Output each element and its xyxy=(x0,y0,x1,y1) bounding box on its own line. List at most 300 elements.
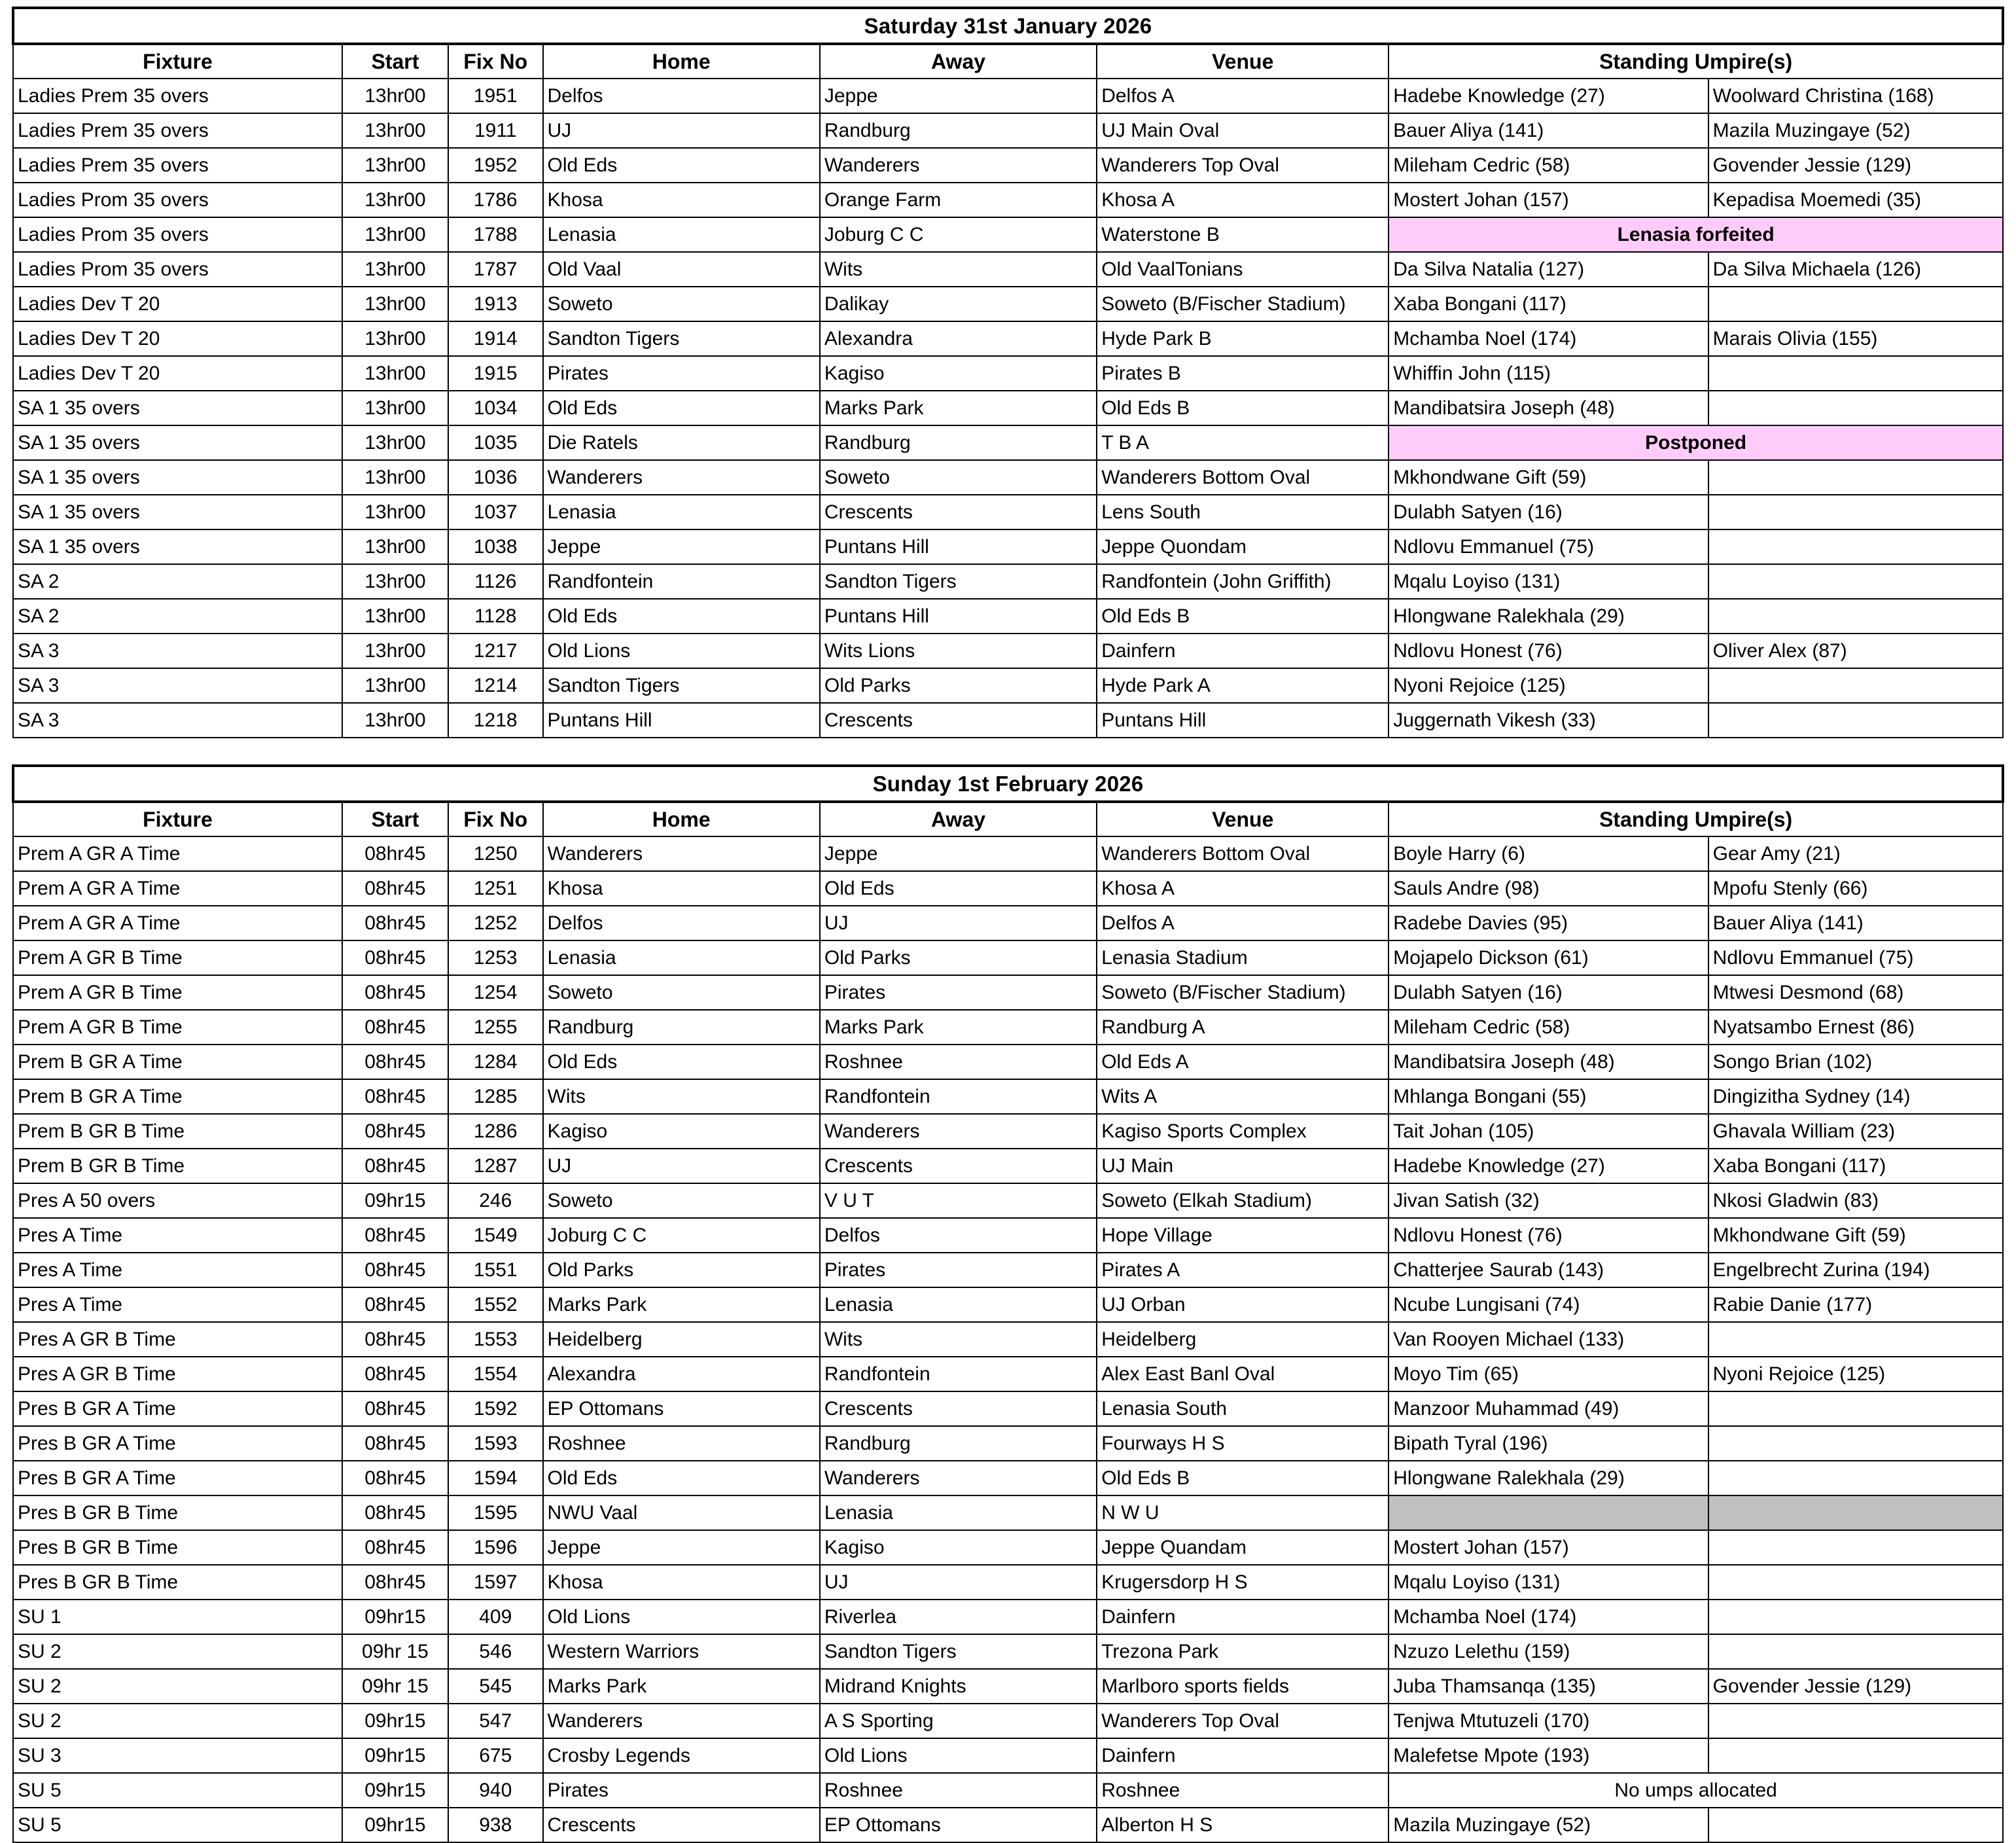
cell-umpire-2 xyxy=(1708,599,2003,634)
table-row xyxy=(13,1600,2003,1634)
cell-fixture: Pres A Time xyxy=(13,1287,342,1322)
cell-umpire-1: Dulabh Satyen (16) xyxy=(1388,495,1708,529)
cell-fixture: Ladies Dev T 20 xyxy=(13,287,342,321)
col-header-home: Home xyxy=(543,44,820,79)
saturday-rows xyxy=(13,79,2003,738)
cell-umpire-1: Mojapelo Dickson (61) xyxy=(1388,940,1708,975)
cell-umpire-1: Mostert Johan (157) xyxy=(1388,1530,1708,1565)
cell-umpire-1: Whiffin John (115) xyxy=(1388,356,1708,391)
table-row xyxy=(13,906,2003,940)
cell-venue: Pirates B xyxy=(1097,356,1388,391)
cell-umpire-1: Dulabh Satyen (16) xyxy=(1388,975,1708,1010)
cell-umpire-2: Songo Brian (102) xyxy=(1708,1045,2003,1079)
cell-home: Khosa xyxy=(543,871,820,906)
cell-venue: Krugersdorp H S xyxy=(1097,1565,1388,1600)
table-row xyxy=(13,940,2003,975)
table-row xyxy=(13,599,2003,634)
cell-umpire-1: Tenjwa Mtutuzeli (170) xyxy=(1388,1704,1708,1738)
cell-umpire-1: Mchamba Noel (174) xyxy=(1388,321,1708,356)
cell-start: 13hr00 xyxy=(342,529,448,564)
cell-venue: Old Eds B xyxy=(1097,599,1388,634)
cell-venue: Delfos A xyxy=(1097,79,1388,113)
cell-umpire-2 xyxy=(1708,356,2003,391)
cell-fix-no: 1126 xyxy=(448,564,543,599)
cell-fixture: SA 3 xyxy=(13,668,342,703)
cell-home: Wits xyxy=(543,1079,820,1114)
cell-fix-no: 1915 xyxy=(448,356,543,391)
cell-umpire-1: Ndlovu Emmanuel (75) xyxy=(1388,529,1708,564)
table-row xyxy=(13,287,2003,321)
table-row xyxy=(13,1738,2003,1773)
cell-umpire-1: Xaba Bongani (117) xyxy=(1388,287,1708,321)
cell-home: UJ xyxy=(543,1149,820,1183)
cell-start: 08hr45 xyxy=(342,1149,448,1183)
cell-umpire-2 xyxy=(1708,495,2003,529)
cell-start: 08hr45 xyxy=(342,1565,448,1600)
col-header-venue: Venue xyxy=(1097,44,1388,79)
day-title-row xyxy=(13,8,2003,44)
cell-fix-no: 1253 xyxy=(448,940,543,975)
cell-venue: Randburg A xyxy=(1097,1010,1388,1045)
cell-umpire-1: Mileham Cedric (58) xyxy=(1388,148,1708,183)
cell-fix-no: 1251 xyxy=(448,871,543,906)
cell-start: 08hr45 xyxy=(342,1114,448,1149)
table-row xyxy=(13,1253,2003,1287)
cell-umpire-2 xyxy=(1708,1600,2003,1634)
cell-away: Kagiso xyxy=(820,1530,1097,1565)
cell-venue: Khosa A xyxy=(1097,183,1388,217)
cell-umpire-1: Van Rooyen Michael (133) xyxy=(1388,1322,1708,1357)
cell-venue: UJ Orban xyxy=(1097,1287,1388,1322)
cell-start: 09hr15 xyxy=(342,1600,448,1634)
cell-away: Lenasia xyxy=(820,1287,1097,1322)
cell-fixture: Pres B GR B Time xyxy=(13,1530,342,1565)
cell-fixture: Prem A GR B Time xyxy=(13,975,342,1010)
cell-venue: Delfos A xyxy=(1097,906,1388,940)
cell-fixture: SA 1 35 overs xyxy=(13,460,342,495)
col-header-umpires: Standing Umpire(s) xyxy=(1388,44,2003,79)
cell-start: 09hr15 xyxy=(342,1183,448,1218)
cell-start: 13hr00 xyxy=(342,703,448,738)
cell-home: Sandton Tigers xyxy=(543,321,820,356)
cell-fix-no: 409 xyxy=(448,1600,543,1634)
cell-venue: Fourways H S xyxy=(1097,1426,1388,1461)
col-header-fixture: Fixture xyxy=(13,802,342,836)
cell-fix-no: 1913 xyxy=(448,287,543,321)
cell-fixture: Ladies Dev T 20 xyxy=(13,321,342,356)
status-badge: Postponed xyxy=(1388,425,2003,460)
cell-umpire-2: Govender Jessie (129) xyxy=(1708,1669,2003,1704)
cell-umpire-2 xyxy=(1708,460,2003,495)
cell-fix-no: 1595 xyxy=(448,1495,543,1530)
table-row xyxy=(13,1010,2003,1045)
cell-home: Khosa xyxy=(543,183,820,217)
cell-umpire-1: Mandibatsira Joseph (48) xyxy=(1388,391,1708,425)
cell-start: 08hr45 xyxy=(342,1357,448,1391)
cell-fixture: Ladies Prem 35 overs xyxy=(13,148,342,183)
no-umpires-note: No umps allocated xyxy=(1388,1773,2003,1808)
cell-home: UJ xyxy=(543,113,820,148)
cell-umpire-1: Ndlovu Honest (76) xyxy=(1388,1218,1708,1253)
cell-fix-no: 1911 xyxy=(448,113,543,148)
cell-fixture: Prem A GR A Time xyxy=(13,906,342,940)
cell-fixture: Ladies Prom 35 overs xyxy=(13,183,342,217)
cell-away: UJ xyxy=(820,906,1097,940)
cell-fixture: Prem B GR A Time xyxy=(13,1079,342,1114)
cell-fix-no: 1254 xyxy=(448,975,543,1010)
table-row xyxy=(13,871,2003,906)
cell-venue: Heidelberg xyxy=(1097,1322,1388,1357)
cell-umpire-1: Mkhondwane Gift (59) xyxy=(1388,460,1708,495)
table-row xyxy=(13,148,2003,183)
table-row xyxy=(13,79,2003,113)
cell-umpire-1: Hlongwane Ralekhala (29) xyxy=(1388,1461,1708,1495)
cell-umpire-1: Chatterjee Saurab (143) xyxy=(1388,1253,1708,1287)
cell-venue: Lens South xyxy=(1097,495,1388,529)
cell-umpire-1: Mqalu Loyiso (131) xyxy=(1388,1565,1708,1600)
cell-venue: T B A xyxy=(1097,425,1388,460)
day-title-saturday: Saturday 31st January 2026 xyxy=(13,8,2003,44)
cell-start: 13hr00 xyxy=(342,634,448,668)
cell-umpire-2: Mkhondwane Gift (59) xyxy=(1708,1218,2003,1253)
cell-fixture: Pres B GR B Time xyxy=(13,1565,342,1600)
table-row xyxy=(13,1426,2003,1461)
cell-start: 13hr00 xyxy=(342,148,448,183)
cell-start: 08hr45 xyxy=(342,1322,448,1357)
cell-fixture: SU 2 xyxy=(13,1669,342,1704)
cell-umpire-2 xyxy=(1708,1391,2003,1426)
cell-fix-no: 1551 xyxy=(448,1253,543,1287)
cell-start: 13hr00 xyxy=(342,564,448,599)
cell-home: Old Eds xyxy=(543,1461,820,1495)
cell-fix-no: 1552 xyxy=(448,1287,543,1322)
cell-fix-no: 1597 xyxy=(448,1565,543,1600)
col-header-away: Away xyxy=(820,44,1097,79)
cell-fix-no: 1217 xyxy=(448,634,543,668)
cell-venue: Waterstone B xyxy=(1097,217,1388,252)
cell-start: 13hr00 xyxy=(342,668,448,703)
cell-fix-no: 1788 xyxy=(448,217,543,252)
table-row xyxy=(13,1808,2003,1842)
table-row xyxy=(13,1149,2003,1183)
table-row xyxy=(13,1218,2003,1253)
cell-fixture: SA 1 35 overs xyxy=(13,529,342,564)
sunday-rows xyxy=(13,836,2003,1842)
cell-start: 13hr00 xyxy=(342,599,448,634)
cell-umpire-2: Xaba Bongani (117) xyxy=(1708,1149,2003,1183)
cell-home: EP Ottomans xyxy=(543,1391,820,1426)
cell-fixture: Pres B GR A Time xyxy=(13,1426,342,1461)
cell-away: Marks Park xyxy=(820,1010,1097,1045)
cell-venue: N W U xyxy=(1097,1495,1388,1530)
cell-start: 08hr45 xyxy=(342,940,448,975)
cell-home: Old Lions xyxy=(543,634,820,668)
cell-venue: Trezona Park xyxy=(1097,1634,1388,1669)
cell-fixture: SU 1 xyxy=(13,1600,342,1634)
cell-venue: Jeppe Quondam xyxy=(1097,529,1388,564)
cell-fix-no: 1036 xyxy=(448,460,543,495)
cell-away: Wanderers xyxy=(820,148,1097,183)
cell-umpire-1: Malefetse Mpote (193) xyxy=(1388,1738,1708,1773)
cell-away: Puntans Hill xyxy=(820,599,1097,634)
cell-home: Soweto xyxy=(543,975,820,1010)
cell-away: Randburg xyxy=(820,1426,1097,1461)
cell-fix-no: 1594 xyxy=(448,1461,543,1495)
cell-venue: Alex East Banl Oval xyxy=(1097,1357,1388,1391)
cell-away: Wits xyxy=(820,1322,1097,1357)
cell-start: 08hr45 xyxy=(342,906,448,940)
cell-fix-no: 1285 xyxy=(448,1079,543,1114)
cell-away: Randburg xyxy=(820,113,1097,148)
table-row xyxy=(13,1045,2003,1079)
table-row xyxy=(13,529,2003,564)
cell-away: Crescents xyxy=(820,1149,1097,1183)
cell-start: 13hr00 xyxy=(342,391,448,425)
cell-home: Soweto xyxy=(543,1183,820,1218)
cell-fix-no: 1034 xyxy=(448,391,543,425)
cell-start: 08hr45 xyxy=(342,1426,448,1461)
cell-venue: Dainfern xyxy=(1097,1738,1388,1773)
cell-umpire-2 xyxy=(1708,1565,2003,1600)
cell-fixture: SA 2 xyxy=(13,564,342,599)
cell-fixture: Ladies Prom 35 overs xyxy=(13,252,342,287)
cell-start: 13hr00 xyxy=(342,79,448,113)
cell-home: Puntans Hill xyxy=(543,703,820,738)
cell-fixture: Pres B GR A Time xyxy=(13,1391,342,1426)
cell-away: Orange Farm xyxy=(820,183,1097,217)
cell-away: Puntans Hill xyxy=(820,529,1097,564)
table-row xyxy=(13,1669,2003,1704)
cell-start: 13hr00 xyxy=(342,252,448,287)
cell-fixture: SU 2 xyxy=(13,1634,342,1669)
table-row xyxy=(13,1495,2003,1530)
cell-umpire-2: Mpofu Stenly (66) xyxy=(1708,871,2003,906)
cell-away: Delfos xyxy=(820,1218,1097,1253)
cell-home: Lenasia xyxy=(543,940,820,975)
cell-umpire-1: Hlongwane Ralekhala (29) xyxy=(1388,599,1708,634)
cell-umpire-1: Mhlanga Bongani (55) xyxy=(1388,1079,1708,1114)
cell-start: 09hr 15 xyxy=(342,1634,448,1669)
cell-away: Old Lions xyxy=(820,1738,1097,1773)
table-row xyxy=(13,634,2003,668)
cell-away: Roshnee xyxy=(820,1773,1097,1808)
cell-umpire-2: Nyatsambo Ernest (86) xyxy=(1708,1010,2003,1045)
cell-home: Heidelberg xyxy=(543,1322,820,1357)
cell-start: 13hr00 xyxy=(342,183,448,217)
cell-umpire-2 xyxy=(1708,1808,2003,1842)
cell-fixture: SA 1 35 overs xyxy=(13,391,342,425)
cell-home: Old Parks xyxy=(543,1253,820,1287)
cell-fix-no: 545 xyxy=(448,1669,543,1704)
day-title-row xyxy=(13,766,2003,802)
table-row xyxy=(13,425,2003,460)
cell-fixture: Prem B GR B Time xyxy=(13,1149,342,1183)
col-header-fixno: Fix No xyxy=(448,802,543,836)
cell-umpire-1: Manzoor Muhammad (49) xyxy=(1388,1391,1708,1426)
table-row xyxy=(13,1461,2003,1495)
cell-start: 08hr45 xyxy=(342,1079,448,1114)
table-row xyxy=(13,1079,2003,1114)
cell-fix-no: 1128 xyxy=(448,599,543,634)
cell-umpire-2: Dingizitha Sydney (14) xyxy=(1708,1079,2003,1114)
cell-venue: Lenasia Stadium xyxy=(1097,940,1388,975)
cell-fixture: Prem A GR A Time xyxy=(13,836,342,871)
cell-venue: Kagiso Sports Complex xyxy=(1097,1114,1388,1149)
cell-fix-no: 938 xyxy=(448,1808,543,1842)
table-row xyxy=(13,1183,2003,1218)
cell-umpire-1: Mandibatsira Joseph (48) xyxy=(1388,1045,1708,1079)
cell-fix-no: 1252 xyxy=(448,906,543,940)
cell-home: Old Eds xyxy=(543,599,820,634)
table-row xyxy=(13,1704,2003,1738)
cell-start: 09hr15 xyxy=(342,1773,448,1808)
cell-umpire-1: Mchamba Noel (174) xyxy=(1388,1600,1708,1634)
cell-venue: Roshnee xyxy=(1097,1773,1388,1808)
cell-fixture: Ladies Prem 35 overs xyxy=(13,79,342,113)
cell-fix-no: 1549 xyxy=(448,1218,543,1253)
cell-fix-no: 547 xyxy=(448,1704,543,1738)
cell-fix-no: 1553 xyxy=(448,1322,543,1357)
cell-start: 13hr00 xyxy=(342,321,448,356)
cell-fix-no: 1592 xyxy=(448,1391,543,1426)
table-row xyxy=(13,495,2003,529)
cell-umpire-2 xyxy=(1708,564,2003,599)
cell-fix-no: 1284 xyxy=(448,1045,543,1079)
table-row xyxy=(13,1114,2003,1149)
cell-home: Randfontein xyxy=(543,564,820,599)
cell-fix-no: 940 xyxy=(448,1773,543,1808)
cell-away: Midrand Knights xyxy=(820,1669,1097,1704)
cell-away: Old Parks xyxy=(820,668,1097,703)
cell-umpire-2: Govender Jessie (129) xyxy=(1708,148,2003,183)
cell-fix-no: 1554 xyxy=(448,1357,543,1391)
cell-away: V U T xyxy=(820,1183,1097,1218)
cell-fixture: SU 3 xyxy=(13,1738,342,1773)
cell-away: A S Sporting xyxy=(820,1704,1097,1738)
cell-umpire-1: Nzuzo Lelethu (159) xyxy=(1388,1634,1708,1669)
cell-umpire-1: Ndlovu Honest (76) xyxy=(1388,634,1708,668)
cell-fixture: SA 2 xyxy=(13,599,342,634)
cell-venue: Lenasia South xyxy=(1097,1391,1388,1426)
cell-away: Lenasia xyxy=(820,1495,1097,1530)
table-row xyxy=(13,356,2003,391)
cell-away: Wanderers xyxy=(820,1114,1097,1149)
cell-fixture: Pres B GR B Time xyxy=(13,1495,342,1530)
cell-umpire-1: Sauls Andre (98) xyxy=(1388,871,1708,906)
cell-fix-no: 1952 xyxy=(448,148,543,183)
col-header-start: Start xyxy=(342,44,448,79)
cell-away: Pirates xyxy=(820,1253,1097,1287)
table-row xyxy=(13,975,2003,1010)
cell-home: Delfos xyxy=(543,906,820,940)
cell-away: Crescents xyxy=(820,1391,1097,1426)
cell-fix-no: 1786 xyxy=(448,183,543,217)
table-row xyxy=(13,321,2003,356)
cell-fixture: Pres A Time xyxy=(13,1253,342,1287)
cell-home: Crescents xyxy=(543,1808,820,1842)
cell-home: Old Eds xyxy=(543,1045,820,1079)
cell-start: 13hr00 xyxy=(342,113,448,148)
cell-umpire-2 xyxy=(1708,1426,2003,1461)
cell-umpire-2 xyxy=(1708,391,2003,425)
cell-venue: Dainfern xyxy=(1097,1600,1388,1634)
cell-venue: Soweto (B/Fischer Stadium) xyxy=(1097,287,1388,321)
cell-venue: Randfontein (John Griffith) xyxy=(1097,564,1388,599)
cell-umpire-2 xyxy=(1708,287,2003,321)
cell-fixture: SU 5 xyxy=(13,1773,342,1808)
cell-umpire-2: Mtwesi Desmond (68) xyxy=(1708,975,2003,1010)
cell-fix-no: 1287 xyxy=(448,1149,543,1183)
cell-home: Randburg xyxy=(543,1010,820,1045)
table-row xyxy=(13,252,2003,287)
cell-umpire-2 xyxy=(1708,1738,2003,1773)
cell-umpire-1: Mqalu Loyiso (131) xyxy=(1388,564,1708,599)
cell-umpire-2 xyxy=(1708,1634,2003,1669)
cell-venue: Wanderers Top Oval xyxy=(1097,148,1388,183)
cell-umpire-1: Hadebe Knowledge (27) xyxy=(1388,79,1708,113)
cell-venue: Wits A xyxy=(1097,1079,1388,1114)
cell-start: 08hr45 xyxy=(342,1253,448,1287)
cell-venue: Wanderers Bottom Oval xyxy=(1097,836,1388,871)
cell-start: 09hr 15 xyxy=(342,1669,448,1704)
cell-fixture: Prem B GR B Time xyxy=(13,1114,342,1149)
cell-away: EP Ottomans xyxy=(820,1808,1097,1842)
cell-away: Jeppe xyxy=(820,79,1097,113)
table-row xyxy=(13,217,2003,252)
day-title-sunday: Sunday 1st February 2026 xyxy=(13,766,2003,802)
cell-away: Randfontein xyxy=(820,1079,1097,1114)
cell-umpire-2: Woolward Christina (168) xyxy=(1708,79,2003,113)
cell-start: 13hr00 xyxy=(342,287,448,321)
cell-fixture: SA 1 35 overs xyxy=(13,425,342,460)
cell-start: 13hr00 xyxy=(342,460,448,495)
cell-fix-no: 1593 xyxy=(448,1426,543,1461)
cell-umpire-2: Nkosi Gladwin (83) xyxy=(1708,1183,2003,1218)
col-header-fixture: Fixture xyxy=(13,44,342,79)
cell-away: Jeppe xyxy=(820,836,1097,871)
cell-home: Old Eds xyxy=(543,148,820,183)
cell-umpire-2: Bauer Aliya (141) xyxy=(1708,906,2003,940)
cell-away: Marks Park xyxy=(820,391,1097,425)
cell-venue: Puntans Hill xyxy=(1097,703,1388,738)
cell-venue: Dainfern xyxy=(1097,634,1388,668)
cell-start: 09hr15 xyxy=(342,1704,448,1738)
col-header-fixno: Fix No xyxy=(448,44,543,79)
cell-venue: Old Eds B xyxy=(1097,391,1388,425)
cell-umpire-2 xyxy=(1708,1530,2003,1565)
cell-home: Soweto xyxy=(543,287,820,321)
cell-start: 13hr00 xyxy=(342,217,448,252)
cell-away: Soweto xyxy=(820,460,1097,495)
cell-away: Kagiso xyxy=(820,356,1097,391)
cell-away: Riverlea xyxy=(820,1600,1097,1634)
cell-fixture: SU 2 xyxy=(13,1704,342,1738)
cell-start: 08hr45 xyxy=(342,871,448,906)
cell-fixture: Prem A GR B Time xyxy=(13,1010,342,1045)
cell-umpire-1: Bauer Aliya (141) xyxy=(1388,113,1708,148)
cell-umpire-2 xyxy=(1708,1322,2003,1357)
cell-umpire-2: Mazila Muzingaye (52) xyxy=(1708,113,2003,148)
cell-fixture: Pres A GR B Time xyxy=(13,1322,342,1357)
cell-home: Die Ratels xyxy=(543,425,820,460)
cell-away: Sandton Tigers xyxy=(820,564,1097,599)
cell-start: 13hr00 xyxy=(342,425,448,460)
cell-umpire-2: Ghavala William (23) xyxy=(1708,1114,2003,1149)
cell-home: Wanderers xyxy=(543,460,820,495)
cell-away: Alexandra xyxy=(820,321,1097,356)
cell-venue: Marlboro sports fields xyxy=(1097,1669,1388,1704)
cell-home: Marks Park xyxy=(543,1669,820,1704)
